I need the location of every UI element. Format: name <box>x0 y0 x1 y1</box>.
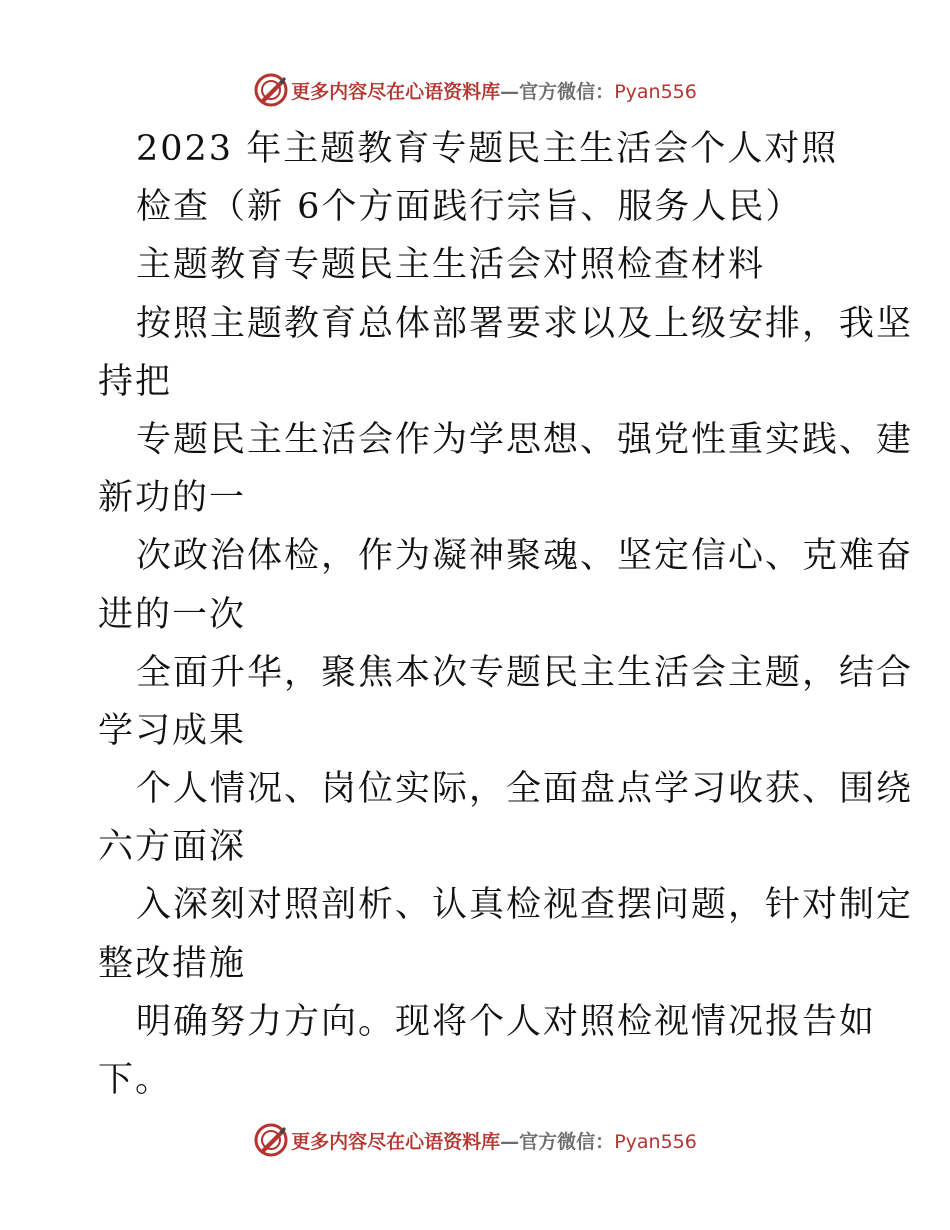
banner-wechat-id: Pyan556 <box>614 80 697 103</box>
banner-dash: — <box>500 1130 520 1153</box>
banner-site-text: 更多内容尽在心语资料库 <box>291 80 501 103</box>
paragraph-line: 按照主题教育总体部署要求以及上级安排，我坚 <box>136 303 914 344</box>
banner-wechat-label: 官方微信： <box>519 1130 615 1153</box>
footer-banner <box>0 1120 950 1160</box>
paragraph-line: 新功的一 <box>98 478 247 519</box>
paragraph-line: 入深刻对照剖析、认真检视查摆问题，针对制定 <box>136 885 914 926</box>
paragraph-line: 持把 <box>98 361 173 402</box>
document-body <box>98 120 914 1109</box>
paragraph-line: 个人情况、岗位实际，全面盘点学习收获、围绕 <box>136 769 914 810</box>
logo-icon <box>253 1122 289 1158</box>
banner-dash: — <box>500 80 520 103</box>
header-banner <box>0 70 950 110</box>
paragraph-line: 六方面深 <box>98 827 247 868</box>
logo-icon <box>253 72 289 108</box>
subtitle-line: 主题教育专题民主生活会对照检查材料 <box>136 245 766 286</box>
banner-wechat-label: 官方微信： <box>519 80 615 103</box>
paragraph-line: 下。 <box>98 1060 173 1100</box>
banner-text <box>291 1127 697 1154</box>
title-line-1: 2023 年主题教育专题民主生活会个人对照 <box>136 129 839 169</box>
title-line-2: 检查（新 6个方面践行宗旨、服务人民） <box>136 187 803 228</box>
paragraph-line: 进的一次 <box>98 594 247 635</box>
paragraph-line: 专题民主生活会作为学思想、强党性重实践、建 <box>136 419 914 460</box>
banner-site-text: 更多内容尽在心语资料库 <box>291 1130 501 1153</box>
banner-text <box>291 77 697 104</box>
paragraph-line: 整改措施 <box>98 943 247 984</box>
paragraph-line: 全面升华，聚焦本次专题民主生活会主题，结合 <box>136 652 914 693</box>
paragraph-line: 明确努力方向。现将个人对照检视情况报告如 <box>136 1001 877 1042</box>
paragraph-line: 次政治体检，作为凝神聚魂、坚定信心、克难奋 <box>136 536 914 577</box>
paragraph-line: 学习成果 <box>98 710 247 751</box>
banner-wechat-id: Pyan556 <box>614 1130 697 1153</box>
